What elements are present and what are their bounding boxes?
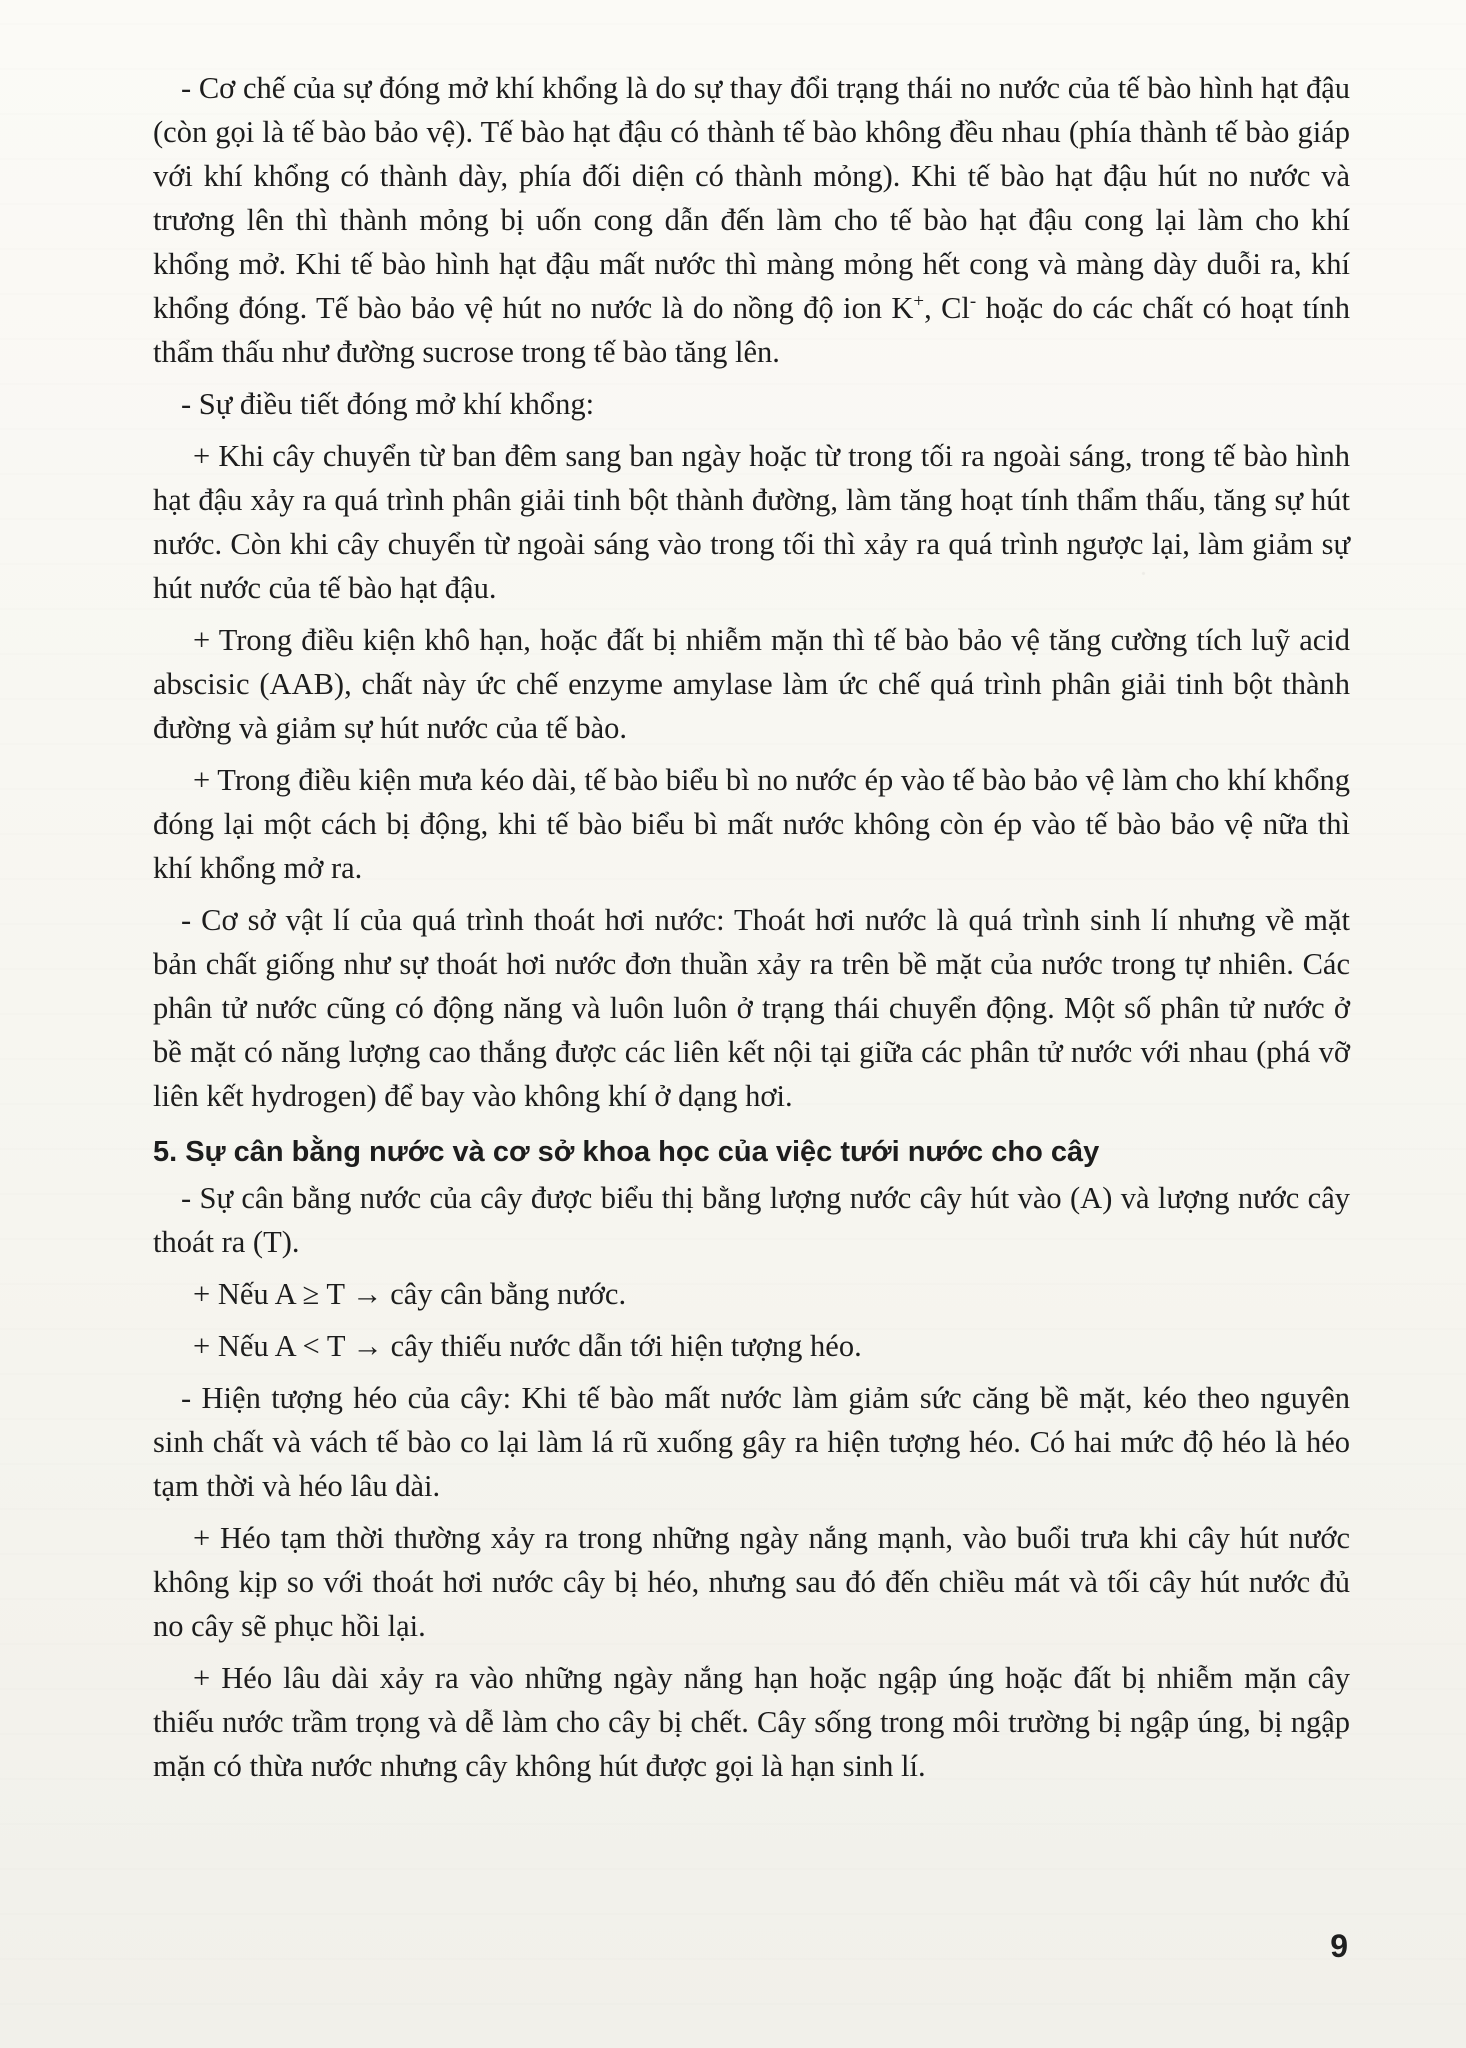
- paragraph-regulation-heading: - Sự điều tiết đóng mở khí khổng:: [181, 387, 595, 421]
- paragraph-day-night: + Khi cây chuyển từ ban đêm sang ban ngày hoặc từ trong tối ra ngoài sáng, trong tế bào hình hạt đậu xảy ra quá trình phân giải tinh bột thành đường, làm tăng hoạt tính thẩm thấu, tăng sự hút nước. Còn khi cây chuyển từ ngoài sáng vào trong tối thì xảy ra quá trình ngược lại, làm giảm sự hút nước của tế bào hạt đậu.: [153, 439, 1350, 605]
- paragraph-permanent-wilting: + Héo lâu dài xảy ra vào những ngày nắng hạn hoặc ngập úng hoặc đất bị nhiễm mặn cây thiếu nước trầm trọng và dễ làm cho cây bị chết. Cây sống trong môi trường bị ngập úng, bị ngập mặn có thừa nước nhưng cây không hút được gọi là hạn sinh lí.: [153, 1661, 1350, 1783]
- paragraph-temporary-wilting: + Héo tạm thời thường xảy ra trong những ngày nắng mạnh, vào buổi trưa khi cây hút nước không kịp so với thoát hơi nước cây bị héo, nhưng sau đó đến chiều mát và tối cây hút nước đủ no cây sẽ phục hồi lại.: [153, 1521, 1350, 1643]
- paragraph-text: - Cơ chế của sự đóng mở khí khổng là do sự thay đổi trạng thái no nước của tế bào hình hạt đậu (còn gọi là tế bào bảo vệ). Tế bào hạt đậu có thành tế bào không đều nhau (phía thành tế bào giáp với khí khổng có thành dày, phía đối diện có thành mỏng). Khi tế bào hạt đậu hút no nước và trương lên thì thành mỏng bị uốn cong dẫn đến làm cho tế bào hạt đậu cong lại làm cho khí khổng mở. Khi tế bào hình hạt đậu mất nước thì màng mỏng hết cong và màng dày duỗi ra, khí khổng đóng. Tế bào bảo vệ hút no nước là do nồng độ ion: [153, 71, 1350, 325]
- ion-separator: ,: [924, 291, 942, 325]
- paragraph-water-balance: - Sự cân bằng nước của cây được biểu thị bằng lượng nước cây hút vào (A) và lượng nước cây thoát ra (T).: [153, 1181, 1350, 1259]
- paragraph-balance-case-1: + Nếu A ≥ T → cây cân bằng nước.: [193, 1277, 627, 1311]
- ion-chloride-charge: -: [969, 290, 977, 312]
- page-number: 9: [1330, 1928, 1348, 1964]
- paragraph-rain: + Trong điều kiện mưa kéo dài, tế bào biểu bì no nước ép vào tế bào bảo vệ làm cho khí khổng đóng lại một cách bị động, khi tế bào biểu bì mất nước không còn ép vào tế bào bảo vệ nữa thì khí khổng mở ra.: [153, 763, 1350, 885]
- ion-potassium-charge: +: [913, 290, 925, 312]
- paragraph-text-end: hoặc do các chất có hoạt tính thẩm thấu như đường sucrose trong tế bào tăng lên.: [153, 291, 1351, 369]
- paragraph-physical-basis: - Cơ sở vật lí của quá trình thoát hơi nước: Thoát hơi nước là quá trình sinh lí nhưng về mặt bản chất giống như sự thoát hơi nước đơn thuần xảy ra trên bề mặt của nước trong tự nhiên. Các phân tử nước cũng có động năng và luôn luôn ở trạng thái chuyển động. Một số phân tử nước ở bề mặt có năng lượng cao thắng được các liên kết nội tại giữa các phân tử nước với nhau (phá vỡ liên kết hydrogen) để bay vào không khí ở dạng hơi.: [153, 903, 1350, 1113]
- paragraph-stomata-mechanism: [153, 66, 1350, 374]
- paragraph-wilting: - Hiện tượng héo của cây: Khi tế bào mất nước làm giảm sức căng bề mặt, kéo theo nguyên sinh chất và vách tế bào co lại làm lá rũ xuống gây ra hiện tượng héo. Có hai mức độ héo là héo tạm thời và héo lâu dài.: [153, 1381, 1350, 1503]
- section-heading-water-balance: 5. Sự cân bằng nước và cơ sở khoa học của việc tưới nước cho cây: [153, 1136, 1100, 1168]
- ion-chloride: Cl: [941, 291, 970, 325]
- paragraph-drought: + Trong điều kiện khô hạn, hoặc đất bị nhiễm mặn thì tế bào bảo vệ tăng cường tích luỹ acid abscisic (AAB), chất này ức chế enzyme amylase làm ức chế quá trình phân giải tinh bột thành đường và giảm sự hút nước của tế bào.: [153, 623, 1350, 745]
- page-body: [153, 66, 1350, 1796]
- ion-potassium: K: [891, 291, 914, 325]
- paragraph-balance-case-2: + Nếu A < T → cây thiếu nước dẫn tới hiện tượng héo.: [193, 1329, 862, 1363]
